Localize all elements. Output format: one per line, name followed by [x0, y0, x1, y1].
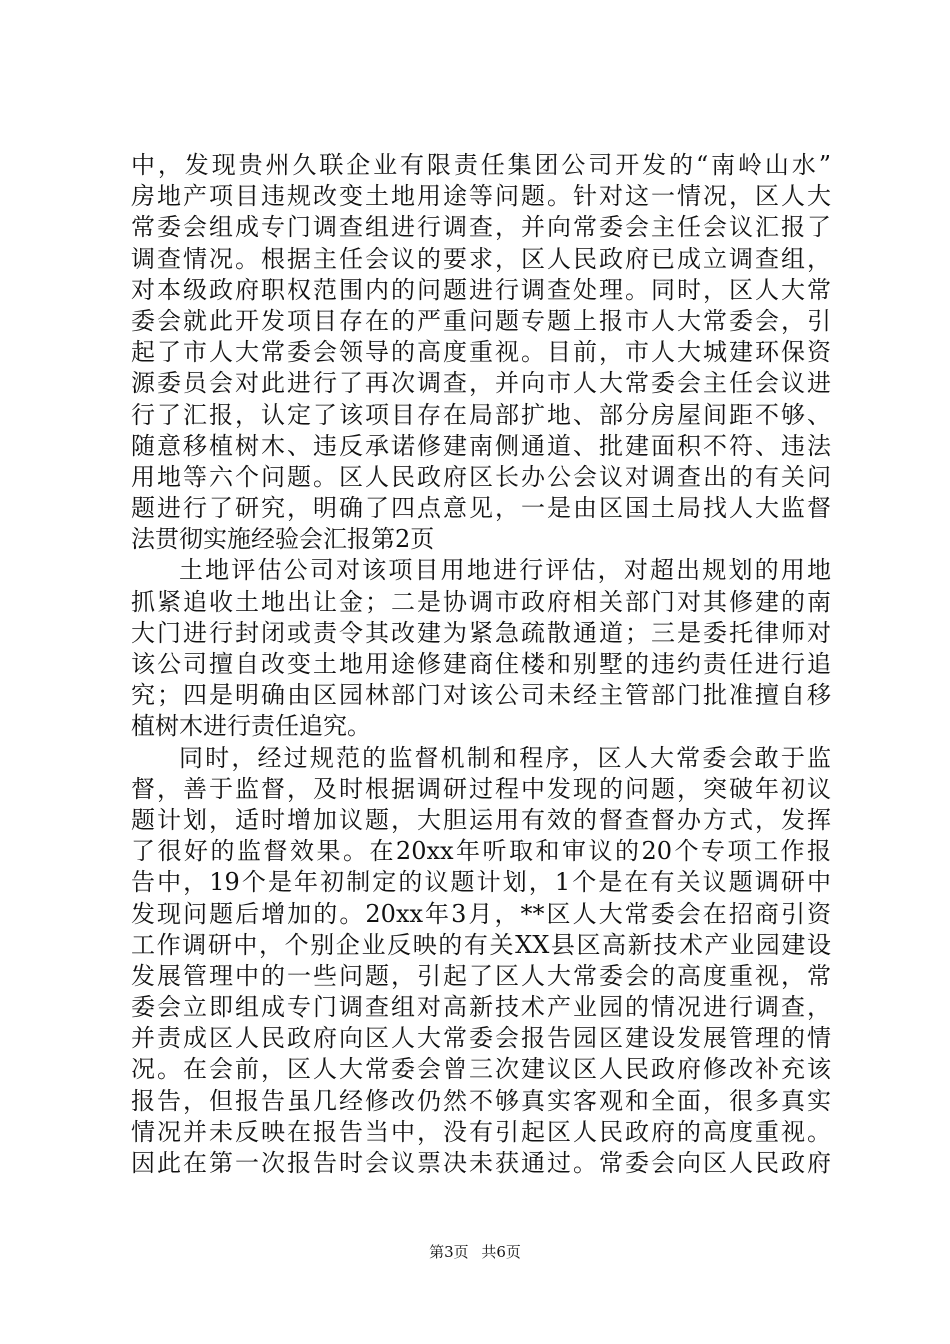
text-line: 法贯彻实施经验会汇报第2页	[131, 525, 435, 554]
text-line: 报告，但报告虽几经修改仍然不够真实客观和全面，很多真实	[131, 1086, 831, 1115]
text-line: 随意移植树木、违反承诺修建南侧通道、批建面积不符、违法	[131, 431, 831, 460]
text-line: 委会就此开发项目存在的严重问题专题上报市人大常委会，引	[131, 306, 831, 335]
text-line: 题计划，适时增加议题，大胆运用有效的督查督办方式，发挥	[131, 805, 831, 834]
text-line: 因此在第一次报告时会议票决未获通过。常委会向区人民政府	[131, 1149, 831, 1177]
paragraph-1	[131, 150, 831, 555]
text-line: 工作调研中，个别企业反映的有关XX县区高新技术产业园建设	[131, 930, 831, 959]
text-line: 督，善于监督，及时根据调研过程中发现的问题，突破年初议	[131, 774, 831, 803]
text-line: 委会立即组成专门调查组对高新技术产业园的情况进行调查，	[131, 993, 831, 1022]
paragraph-2	[131, 555, 831, 742]
page-number: 第3页	[429, 1243, 469, 1261]
text-line: 了很好的监督效果。在20xx年听取和审议的20个专项工作报	[131, 837, 831, 866]
text-line: 对本级政府职权范围内的问题进行调查处理。同时，区人大常	[131, 275, 831, 304]
paragraph-3	[131, 743, 831, 1180]
text-line: 源委员会对此进行了再次调查，并向市人大常委会主任会议进	[131, 369, 831, 398]
page-total: 共6页	[481, 1243, 521, 1261]
text-line: 常委会组成专门调查组进行调查，并向常委会主任会议汇报了	[131, 213, 831, 242]
text-line: 植树木进行责任追究。	[131, 712, 371, 741]
text-line: 告中，19个是年初制定的议题计划，1个是在有关议题调研中	[131, 868, 831, 897]
text-line: 中，发现贵州久联企业有限责任集团公司开发的“南岭山水”	[131, 151, 831, 179]
document-body	[131, 150, 831, 1179]
text-line: 并责成区人民政府向区人大常委会报告园区建设发展管理的情	[131, 1024, 831, 1053]
text-line: 行了汇报，认定了该项目存在局部扩地、部分房屋间距不够、	[131, 400, 831, 429]
text-line: 起了市人大常委会领导的高度重视。目前，市人大城建环保资	[131, 338, 831, 367]
text-line: 大门进行封闭或责令其改建为紧急疏散通道；三是委托律师对	[131, 618, 831, 647]
text-line: 该公司擅自改变土地用途修建商住楼和别墅的违约责任进行追	[131, 650, 831, 678]
text-line: 况。在会前，区人大常委会曾三次建议区人民政府修改补充该	[131, 1055, 831, 1084]
text-line: 用地等六个问题。区人民政府区长办公会议对调查出的有关问	[131, 462, 831, 491]
text-line: 同时，经过规范的监督机制和程序，区人大常委会敢于监	[179, 743, 831, 772]
text-line: 房地产项目违规改变土地用途等问题。针对这一情况，区人大	[131, 182, 831, 211]
text-line: 抓紧追收土地出让金；二是协调市政府相关部门对其修建的南	[131, 587, 831, 616]
page-footer	[0, 1242, 950, 1262]
text-line: 调查情况。根据主任会议的要求，区人民政府已成立调查组，	[131, 244, 831, 273]
text-line: 究；四是明确由区园林部门对该公司未经主管部门批准擅自移	[131, 681, 831, 710]
text-line: 发展管理中的一些问题，引起了区人大常委会的高度重视，常	[131, 961, 831, 990]
text-line: 土地评估公司对该项目用地进行评估，对超出规划的用地	[179, 556, 831, 585]
text-line: 题进行了研究，明确了四点意见，一是由区国土局找人大监督	[131, 494, 831, 523]
text-line: 情况并未反映在报告当中，没有引起区人民政府的高度重视。	[131, 1117, 831, 1146]
text-line: 发现问题后增加的。20xx年3月，**区人大常委会在招商引资	[131, 899, 831, 928]
